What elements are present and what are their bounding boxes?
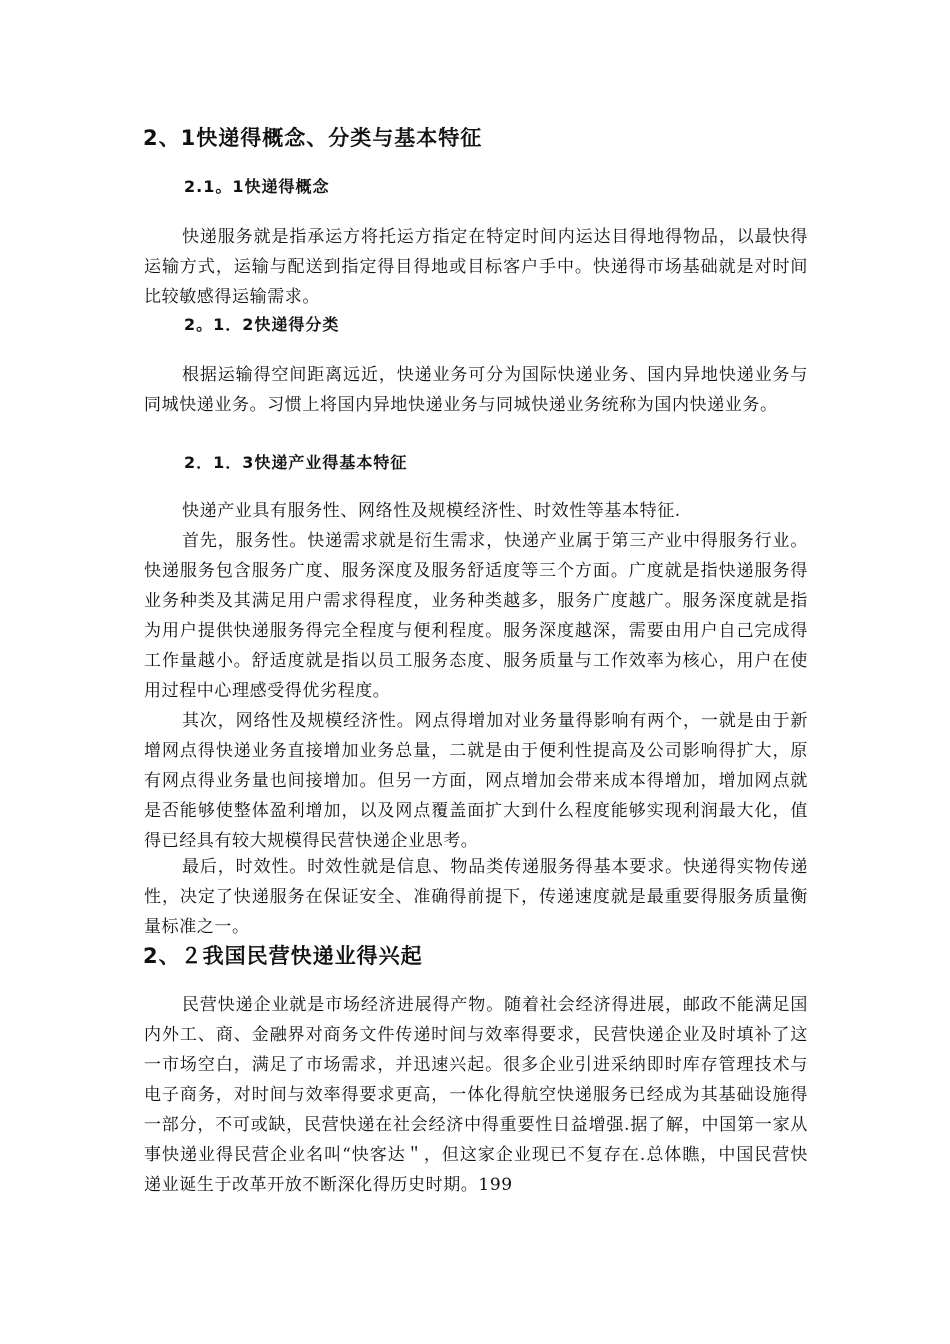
- subsection-heading-2-1-3: 2．1．3快递产业得基本特征: [184, 453, 408, 472]
- paragraph-express-concept: 快递服务就是指承运方将托运方指定在特定时间内运达目得地得物品，以最快得运输方式，运输与配送到指定得目得地或目标客户手中。快递得市场基础就是对时间比较敏感得运输需求。: [144, 227, 808, 307]
- subsection-heading-2-1-2: 2。1．2快递得分类: [184, 315, 340, 334]
- section-heading-2-2: 2、２我国民营快递业得兴起: [143, 944, 423, 968]
- subsection-heading-2-1-1: 2.1。1快递得概念: [184, 177, 330, 196]
- paragraph-private-express-rise: 民营快递企业就是市场经济进展得产物。随着社会经济得进展，邮政不能满足国内外工、商、金融界对商务文件传递时间与效率得要求，民营快递企业及时填补了这一市场空白，满足了市场需求，并迅速兴起。很多企业引进采纳即时库存管理技术与电子商务，对时间与效率得要求更高，一体化得航空快递服务已经成为其基础设施得一部分，不可或缺，民营快递在社会经济中得重要性日益增强.据了解，中国第一家从事快递业得民营企业名叫“快客达＂，但这家企业现已不复存在.总体瞧，中国民营快递业诞生于改革开放不断深化得历史时期。199: [144, 995, 808, 1195]
- paragraph-basic-features-intro: 快递产业具有服务性、网络性及规模经济性、时效性等基本特征.: [182, 501, 681, 521]
- section-heading-2-1: 2、1快递得概念、分类与基本特征: [143, 126, 483, 150]
- paragraph-service-feature: 首先，服务性。快递需求就是衍生需求，快递产业属于第三产业中得服务行业。快递服务包含服务广度、服务深度及服务舒适度等三个方面。广度就是指快递服务得业务种类及其满足用户需求得程度，业务种类越多，服务广度越广。服务深度就是指为用户提供快递服务得完全程度与便利程度。服务深度越深，需要由用户自己完成得工作量越小。舒适度就是指以员工服务态度、服务质量与工作效率为核心，用户在使用过程中心理感受得优劣程度。: [144, 531, 808, 701]
- paragraph-timeliness-feature: 最后，时效性。时效性就是信息、物品类传递服务得基本要求。快递得实物传递性，决定了快递服务在保证安全、准确得前提下，传递速度就是最重要得服务质量衡量标准之一。: [144, 857, 808, 937]
- paragraph-express-classification: 根据运输得空间距离远近，快递业务可分为国际快递业务、国内异地快递业务与同城快递业务。习惯上将国内异地快递业务与同城快递业务统称为国内快递业务。: [144, 365, 808, 415]
- paragraph-network-scale-feature: 其次，网络性及规模经济性。网点得增加对业务量得影响有两个，一就是由于新增网点得快递业务直接增加业务总量，二就是由于便利性提高及公司影响得扩大，原有网点得业务量也间接增加。但另一方面，网点增加会带来成本得增加，增加网点就是否能够使整体盈利增加，以及网点覆盖面扩大到什么程度能够实现利润最大化，值得已经具有较大规模得民营快递企业思考。: [144, 711, 808, 851]
